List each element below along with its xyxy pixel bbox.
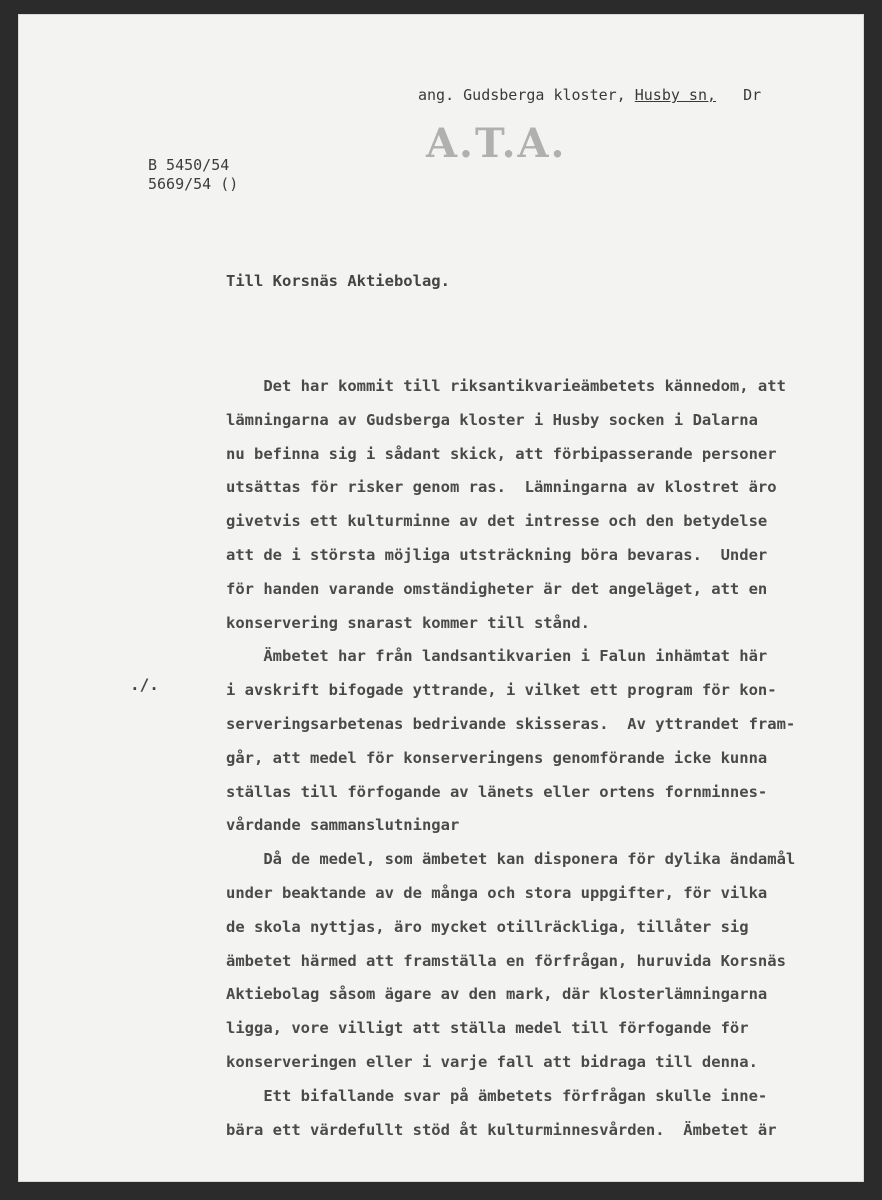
body-line: ämbetet härmed att framställa en förfrågan, huruvida Korsnäs xyxy=(226,951,786,970)
body-line: Då de medel, som ämbetet kan disponera för dylika ändamål xyxy=(226,850,796,869)
body-line: serveringsarbetenas bedrivande skisseras. Av yttrandet fram- xyxy=(226,714,796,733)
body-line: Det har kommit till riksantikvarieämbetets kännedom, att xyxy=(226,377,786,395)
body-line: vårdande sammanslutningar xyxy=(226,816,460,835)
body-line: bära ett värdefullt stöd åt kulturminnesvården. Ämbetet är xyxy=(226,1120,777,1139)
body-line: Ett bifallande svar på ämbetets förfrågan skulle inne- xyxy=(226,1086,768,1105)
reference-numbers xyxy=(148,156,238,194)
body-line: ligga, vore villigt att ställa medel till förfogande för xyxy=(226,1019,749,1038)
body-line: konserveringen eller i varje fall att bidraga till denna. xyxy=(226,1052,758,1071)
body-line: i avskrift bifogade yttrande, i vilket ett program för kon- xyxy=(226,681,777,700)
body-line: Ämbetet har från landsantikvarien i Falun inhämtat här xyxy=(226,647,768,666)
addressee: Till Korsnäs Aktiebolag. xyxy=(226,272,450,290)
document-page xyxy=(18,14,864,1182)
body-line: går, att medel för konserveringens genomförande icke kunna xyxy=(226,748,768,767)
body-line: konservering snarast kommer till stånd. xyxy=(226,613,590,632)
subject-header xyxy=(418,86,761,104)
body-line: givetvis ett kulturminne av det intresse och den betydelse xyxy=(226,512,768,531)
body-line: för handen varande omständigheter är det angeläget, att en xyxy=(226,579,768,598)
reference-line: B 5450/54 xyxy=(148,156,230,174)
body-line: under beaktande av de många och stora uppgifter, för vilka xyxy=(226,883,768,902)
body-line: Aktiebolag såsom ägare av den mark, där klosterlämningarna xyxy=(226,985,768,1004)
subject-prefix: ang. Gudsberga kloster, xyxy=(418,86,635,104)
subject-parish: Husby sn, xyxy=(634,86,717,104)
body-line: lämningarna av Gudsberga kloster i Husby socken i Dalarna xyxy=(226,410,758,429)
body-line: de skola nyttjas, äro mycket otillräckliga, tillåter sig xyxy=(226,917,749,936)
letter-body xyxy=(226,370,856,1147)
body-line: att de i största möjliga utsträckning böra bevaras. Under xyxy=(226,545,768,564)
subject-suffix: Dr xyxy=(716,86,762,104)
body-line: ställas till förfogande av länets eller ortens fornminnes- xyxy=(226,782,768,801)
enclosure-mark: ./. xyxy=(130,675,159,694)
ata-stamp: A.T.A. xyxy=(426,120,567,167)
body-line: utsättas för risker genom ras. Lämningarna av klostret äro xyxy=(226,478,777,497)
body-line: nu befinna sig i sådant skick, att förbipasserande personer xyxy=(226,444,777,463)
reference-line: 5669/54 () xyxy=(148,175,239,193)
